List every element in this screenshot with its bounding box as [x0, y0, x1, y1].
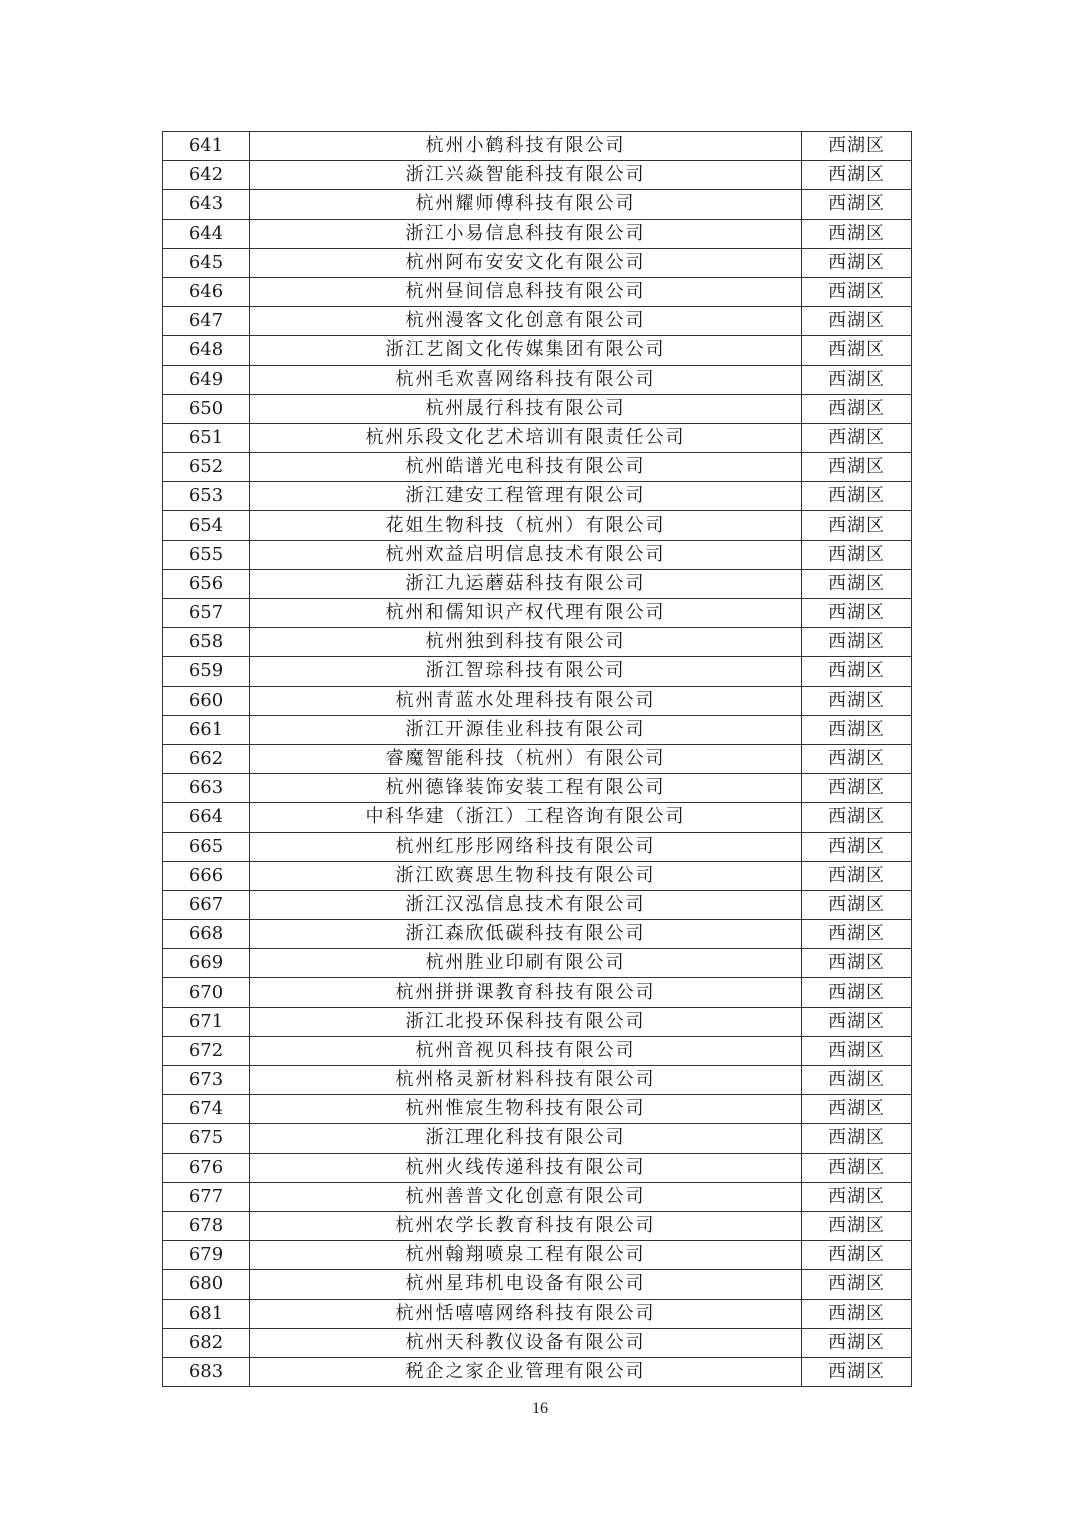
district-cell: 西湖区 [802, 1095, 912, 1124]
table-row [163, 1328, 912, 1357]
table-row [163, 1066, 912, 1095]
table-row [163, 1124, 912, 1153]
table-row [163, 336, 912, 365]
company-name-cell: 杭州德锋装饰安装工程有限公司 [250, 774, 802, 803]
company-name-cell: 浙江北投环保科技有限公司 [250, 1007, 802, 1036]
company-name-cell: 浙江小易信息科技有限公司 [250, 219, 802, 248]
table-row [163, 1299, 912, 1328]
row-number-cell: 656 [163, 569, 250, 598]
district-cell: 西湖区 [802, 1182, 912, 1211]
table-row [163, 219, 912, 248]
district-cell: 西湖区 [802, 832, 912, 861]
row-number-cell: 651 [163, 423, 250, 452]
district-cell: 西湖区 [802, 628, 912, 657]
table-row [163, 423, 912, 452]
district-cell: 西湖区 [802, 482, 912, 511]
table-row [163, 715, 912, 744]
row-number-cell: 663 [163, 774, 250, 803]
row-number-cell: 662 [163, 744, 250, 773]
company-name-cell: 睿魔智能科技（杭州）有限公司 [250, 744, 802, 773]
company-name-cell: 杭州青蓝水处理科技有限公司 [250, 686, 802, 715]
district-cell: 西湖区 [802, 1036, 912, 1065]
row-number-cell: 670 [163, 978, 250, 1007]
row-number-cell: 644 [163, 219, 250, 248]
row-number-cell: 675 [163, 1124, 250, 1153]
district-cell: 西湖区 [802, 1270, 912, 1299]
company-name-cell: 杭州星玮机电设备有限公司 [250, 1270, 802, 1299]
row-number-cell: 653 [163, 482, 250, 511]
row-number-cell: 645 [163, 248, 250, 277]
table-row [163, 686, 912, 715]
district-cell: 西湖区 [802, 569, 912, 598]
table-row [163, 803, 912, 832]
table-row [163, 132, 912, 161]
row-number-cell: 678 [163, 1211, 250, 1240]
district-cell: 西湖区 [802, 423, 912, 452]
district-cell: 西湖区 [802, 336, 912, 365]
row-number-cell: 660 [163, 686, 250, 715]
company-list-table-container [162, 131, 911, 1387]
row-number-cell: 643 [163, 190, 250, 219]
company-name-cell: 杭州音视贝科技有限公司 [250, 1036, 802, 1065]
row-number-cell: 666 [163, 861, 250, 890]
company-name-cell: 浙江汉泓信息技术有限公司 [250, 890, 802, 919]
district-cell: 西湖区 [802, 715, 912, 744]
district-cell: 西湖区 [802, 277, 912, 306]
company-name-cell: 浙江智琮科技有限公司 [250, 657, 802, 686]
company-name-cell: 浙江九运蘑菇科技有限公司 [250, 569, 802, 598]
row-number-cell: 672 [163, 1036, 250, 1065]
row-number-cell: 677 [163, 1182, 250, 1211]
company-name-cell: 浙江建安工程管理有限公司 [250, 482, 802, 511]
table-row [163, 394, 912, 423]
district-cell: 西湖区 [802, 1153, 912, 1182]
district-cell: 西湖区 [802, 861, 912, 890]
table-row [163, 1211, 912, 1240]
table-row [163, 920, 912, 949]
table-row [163, 482, 912, 511]
district-cell: 西湖区 [802, 1007, 912, 1036]
company-name-cell: 浙江开源佳业科技有限公司 [250, 715, 802, 744]
table-row [163, 1182, 912, 1211]
company-name-cell: 中科华建（浙江）工程咨询有限公司 [250, 803, 802, 832]
row-number-cell: 655 [163, 540, 250, 569]
district-cell: 西湖区 [802, 1357, 912, 1386]
company-name-cell: 杭州胜业印刷有限公司 [250, 949, 802, 978]
row-number-cell: 648 [163, 336, 250, 365]
company-name-cell: 浙江森欣低碳科技有限公司 [250, 920, 802, 949]
table-row [163, 861, 912, 890]
table-row [163, 1270, 912, 1299]
district-cell: 西湖区 [802, 540, 912, 569]
company-name-cell: 杭州独到科技有限公司 [250, 628, 802, 657]
company-name-cell: 杭州农学长教育科技有限公司 [250, 1211, 802, 1240]
table-row [163, 511, 912, 540]
row-number-cell: 671 [163, 1007, 250, 1036]
row-number-cell: 642 [163, 161, 250, 190]
table-row [163, 569, 912, 598]
table-row [163, 307, 912, 336]
company-name-cell: 浙江兴焱智能科技有限公司 [250, 161, 802, 190]
district-cell: 西湖区 [802, 248, 912, 277]
company-name-cell: 浙江理化科技有限公司 [250, 1124, 802, 1153]
table-row [163, 1095, 912, 1124]
district-cell: 西湖区 [802, 1211, 912, 1240]
page-number: 16 [532, 1400, 548, 1417]
row-number-cell: 665 [163, 832, 250, 861]
company-name-cell: 杭州拼拼课教育科技有限公司 [250, 978, 802, 1007]
row-number-cell: 668 [163, 920, 250, 949]
row-number-cell: 641 [163, 132, 250, 161]
row-number-cell: 673 [163, 1066, 250, 1095]
table-row [163, 1036, 912, 1065]
company-name-cell: 税企之家企业管理有限公司 [250, 1357, 802, 1386]
table-row [163, 1007, 912, 1036]
company-name-cell: 浙江欧赛思生物科技有限公司 [250, 861, 802, 890]
company-list-table [162, 131, 912, 1387]
row-number-cell: 657 [163, 599, 250, 628]
district-cell: 西湖区 [802, 657, 912, 686]
district-cell: 西湖区 [802, 599, 912, 628]
district-cell: 西湖区 [802, 365, 912, 394]
district-cell: 西湖区 [802, 161, 912, 190]
table-row [163, 949, 912, 978]
district-cell: 西湖区 [802, 1066, 912, 1095]
company-name-cell: 杭州格灵新材料科技有限公司 [250, 1066, 802, 1095]
row-number-cell: 659 [163, 657, 250, 686]
district-cell: 西湖区 [802, 1241, 912, 1270]
company-name-cell: 杭州恬嘻嘻网络科技有限公司 [250, 1299, 802, 1328]
table-row [163, 1153, 912, 1182]
table-row [163, 599, 912, 628]
row-number-cell: 654 [163, 511, 250, 540]
company-name-cell: 杭州晟行科技有限公司 [250, 394, 802, 423]
row-number-cell: 658 [163, 628, 250, 657]
company-name-cell: 杭州毛欢喜网络科技有限公司 [250, 365, 802, 394]
row-number-cell: 682 [163, 1328, 250, 1357]
row-number-cell: 650 [163, 394, 250, 423]
company-name-cell: 杭州火线传递科技有限公司 [250, 1153, 802, 1182]
district-cell: 西湖区 [802, 394, 912, 423]
district-cell: 西湖区 [802, 978, 912, 1007]
table-row [163, 190, 912, 219]
table-row [163, 540, 912, 569]
district-cell: 西湖区 [802, 744, 912, 773]
company-name-cell: 杭州善普文化创意有限公司 [250, 1182, 802, 1211]
company-name-cell: 花姐生物科技（杭州）有限公司 [250, 511, 802, 540]
table-row [163, 453, 912, 482]
company-name-cell: 杭州欢益启明信息技术有限公司 [250, 540, 802, 569]
table-row [163, 832, 912, 861]
district-cell: 西湖区 [802, 686, 912, 715]
row-number-cell: 679 [163, 1241, 250, 1270]
company-name-cell: 杭州昼间信息科技有限公司 [250, 277, 802, 306]
table-row [163, 890, 912, 919]
table-row [163, 248, 912, 277]
district-cell: 西湖区 [802, 219, 912, 248]
company-name-cell: 杭州惟宸生物科技有限公司 [250, 1095, 802, 1124]
table-row [163, 657, 912, 686]
table-row [163, 744, 912, 773]
district-cell: 西湖区 [802, 453, 912, 482]
district-cell: 西湖区 [802, 132, 912, 161]
table-row [163, 161, 912, 190]
table-row [163, 628, 912, 657]
district-cell: 西湖区 [802, 1124, 912, 1153]
company-name-cell: 杭州和儒知识产权代理有限公司 [250, 599, 802, 628]
district-cell: 西湖区 [802, 1299, 912, 1328]
row-number-cell: 676 [163, 1153, 250, 1182]
company-name-cell: 浙江艺阁文化传媒集团有限公司 [250, 336, 802, 365]
company-name-cell: 杭州耀师傅科技有限公司 [250, 190, 802, 219]
row-number-cell: 680 [163, 1270, 250, 1299]
company-name-cell: 杭州阿布安安文化有限公司 [250, 248, 802, 277]
row-number-cell: 647 [163, 307, 250, 336]
table-row [163, 277, 912, 306]
company-name-cell: 杭州翰翔喷泉工程有限公司 [250, 1241, 802, 1270]
district-cell: 西湖区 [802, 1328, 912, 1357]
company-name-cell: 杭州漫客文化创意有限公司 [250, 307, 802, 336]
row-number-cell: 674 [163, 1095, 250, 1124]
company-name-cell: 杭州天科教仪设备有限公司 [250, 1328, 802, 1357]
district-cell: 西湖区 [802, 803, 912, 832]
district-cell: 西湖区 [802, 890, 912, 919]
row-number-cell: 664 [163, 803, 250, 832]
table-body [163, 132, 912, 1387]
district-cell: 西湖区 [802, 190, 912, 219]
row-number-cell: 649 [163, 365, 250, 394]
table-row [163, 1357, 912, 1386]
company-name-cell: 杭州小鹤科技有限公司 [250, 132, 802, 161]
company-name-cell: 杭州红彤彤网络科技有限公司 [250, 832, 802, 861]
district-cell: 西湖区 [802, 920, 912, 949]
row-number-cell: 669 [163, 949, 250, 978]
table-row [163, 365, 912, 394]
table-row [163, 774, 912, 803]
company-name-cell: 杭州乐段文化艺术培训有限责任公司 [250, 423, 802, 452]
table-row [163, 1241, 912, 1270]
row-number-cell: 652 [163, 453, 250, 482]
district-cell: 西湖区 [802, 949, 912, 978]
row-number-cell: 661 [163, 715, 250, 744]
district-cell: 西湖区 [802, 307, 912, 336]
district-cell: 西湖区 [802, 774, 912, 803]
row-number-cell: 646 [163, 277, 250, 306]
row-number-cell: 683 [163, 1357, 250, 1386]
row-number-cell: 681 [163, 1299, 250, 1328]
row-number-cell: 667 [163, 890, 250, 919]
district-cell: 西湖区 [802, 511, 912, 540]
table-row [163, 978, 912, 1007]
company-name-cell: 杭州皓谱光电科技有限公司 [250, 453, 802, 482]
